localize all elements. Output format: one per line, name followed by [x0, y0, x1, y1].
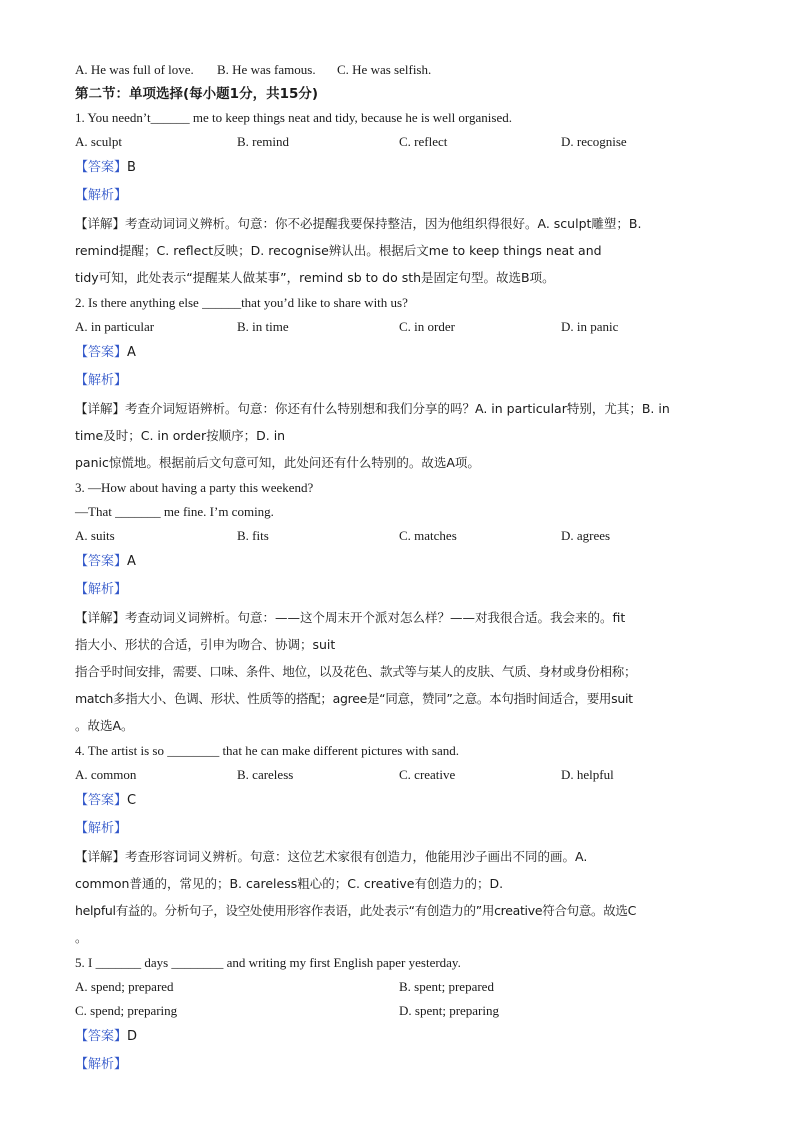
options-row	[75, 130, 725, 154]
options-row	[75, 315, 725, 339]
document-page	[75, 58, 725, 1079]
question-stem: —That _______ me fine. I’m coming.	[75, 504, 274, 519]
option-c: C. reflect	[399, 134, 448, 149]
option-b: B. remind	[237, 134, 289, 149]
detail-line: remind提醒；C. reflect反映；D. recognise辨认出。根据后文me to keep things neat and	[75, 243, 602, 258]
detail-line: 【详解】考查形容词词义辨析。句意：这位艺术家很有创造力，他能用沙子画出不同的画。A.	[75, 849, 588, 864]
answer-line	[75, 787, 725, 815]
answer-value: A	[127, 554, 136, 569]
options-row	[75, 975, 725, 999]
option-b: B. spent; prepared	[399, 979, 494, 994]
detail-label: 【详解】	[75, 216, 126, 231]
option-d: D. recognise	[561, 134, 627, 149]
options-row	[75, 999, 725, 1023]
analysis-label: 【解析】	[75, 582, 128, 597]
option-c: C. creative	[399, 767, 456, 782]
answer-line	[75, 154, 725, 182]
answer-label: 【答案】	[75, 345, 128, 360]
top-option-b: B. He was famous.	[217, 62, 316, 77]
top-options-row	[75, 58, 725, 82]
detail-line: helpful有益的。分析句子，设空处使用形容作表语，此处表示“有创造力的”用creative符合句意。故选C	[75, 903, 637, 918]
answer-value: D	[127, 1029, 138, 1044]
answer-line	[75, 339, 725, 367]
top-option-c: C. He was selfish.	[337, 62, 432, 77]
top-option-a: A. He was full of love.	[75, 62, 194, 77]
options-row	[75, 763, 725, 787]
option-d: D. agrees	[561, 528, 611, 543]
option-a: A. sculpt	[75, 134, 122, 149]
option-c: C. spend; preparing	[75, 1003, 178, 1018]
option-b: B. fits	[237, 528, 269, 543]
detail-line: 指合乎时间安排，需要、口味、条件、地位，以及花色、款式等与某人的皮肤、气质、身材或身份相称；	[75, 664, 637, 679]
answer-label: 【答案】	[75, 1029, 128, 1044]
option-d: D. spent; preparing	[399, 1003, 500, 1018]
analysis-label: 【解析】	[75, 1057, 128, 1072]
option-d: D. in panic	[561, 319, 619, 334]
question-stem: 5. I _______ days ________ and writing my first English paper yesterday.	[75, 955, 461, 970]
answer-value: C	[127, 793, 137, 808]
answer-value: B	[127, 160, 136, 175]
question-stem: 1. You needn’t______ me to keep things neat and tidy, because he is well organised.	[75, 110, 512, 125]
question-stem: 2. Is there anything else ______that you’d like to share with us?	[75, 295, 408, 310]
detail-line: 。故选A。	[75, 718, 134, 733]
analysis-label: 【解析】	[75, 821, 128, 836]
answer-label: 【答案】	[75, 793, 128, 808]
question-stem: 3. —How about having a party this weekend?	[75, 480, 314, 495]
detail-line: 。	[75, 930, 88, 945]
detail-line: common普通的，常见的；B. careless粗心的；C. creative有创造力的；D.	[75, 876, 504, 891]
option-b: B. in time	[237, 319, 289, 334]
detail-line: tidy可知，此处表示“提醒某人做某事”，remind sb to do sth是固定句型。故选B项。	[75, 270, 555, 285]
detail-line: 【详解】考查动词义词辨析。句意：——这个周末开个派对怎么样？——对我很合适。我会来的。fit	[75, 610, 626, 625]
section-title: 第二节：单项选择(每小题1分，共15分)	[75, 86, 319, 102]
options-row	[75, 524, 725, 548]
detail-line: time及时；C. in order按顺序；D. in	[75, 428, 286, 443]
option-b: B. careless	[237, 767, 294, 782]
detail-label: 【详解】	[75, 610, 126, 625]
option-a: A. common	[75, 767, 137, 782]
option-a: A. suits	[75, 528, 115, 543]
option-a: A. spend; prepared	[75, 979, 174, 994]
answer-label: 【答案】	[75, 160, 128, 175]
answer-label: 【答案】	[75, 554, 128, 569]
option-d: D. helpful	[561, 767, 614, 782]
detail-line: match多指大小、色调、形状、性质等的搭配；agree是“同意，赞同”之意。本句指时间适合，要用suit	[75, 691, 633, 706]
detail-line: 指大小、形状的合适，引申为吻合、协调；suit	[75, 637, 336, 652]
answer-line	[75, 548, 725, 576]
detail-line: 【详解】考查动词词义辨析。句意：你不必提醒我要保持整洁，因为他组织得很好。A. sculpt雕塑；B.	[75, 216, 642, 231]
option-a: A. in particular	[75, 319, 155, 334]
question-stem: 4. The artist is so ________ that he can make different pictures with sand.	[75, 743, 460, 758]
answer-line	[75, 1023, 725, 1051]
answer-value: A	[127, 345, 136, 360]
detail-line: panic惊慌地。根据前后文句意可知，此处问还有什么特别的。故选A项。	[75, 455, 480, 470]
detail-line: 【详解】考查介词短语辨析。句意：你还有什么特别想和我们分享的吗？A. in particular特别，尤其；B. in	[75, 401, 670, 416]
analysis-label: 【解析】	[75, 188, 128, 203]
option-c: C. matches	[399, 528, 457, 543]
detail-label: 【详解】	[75, 401, 126, 416]
analysis-label: 【解析】	[75, 373, 128, 388]
detail-label: 【详解】	[75, 849, 126, 864]
option-c: C. in order	[399, 319, 455, 334]
